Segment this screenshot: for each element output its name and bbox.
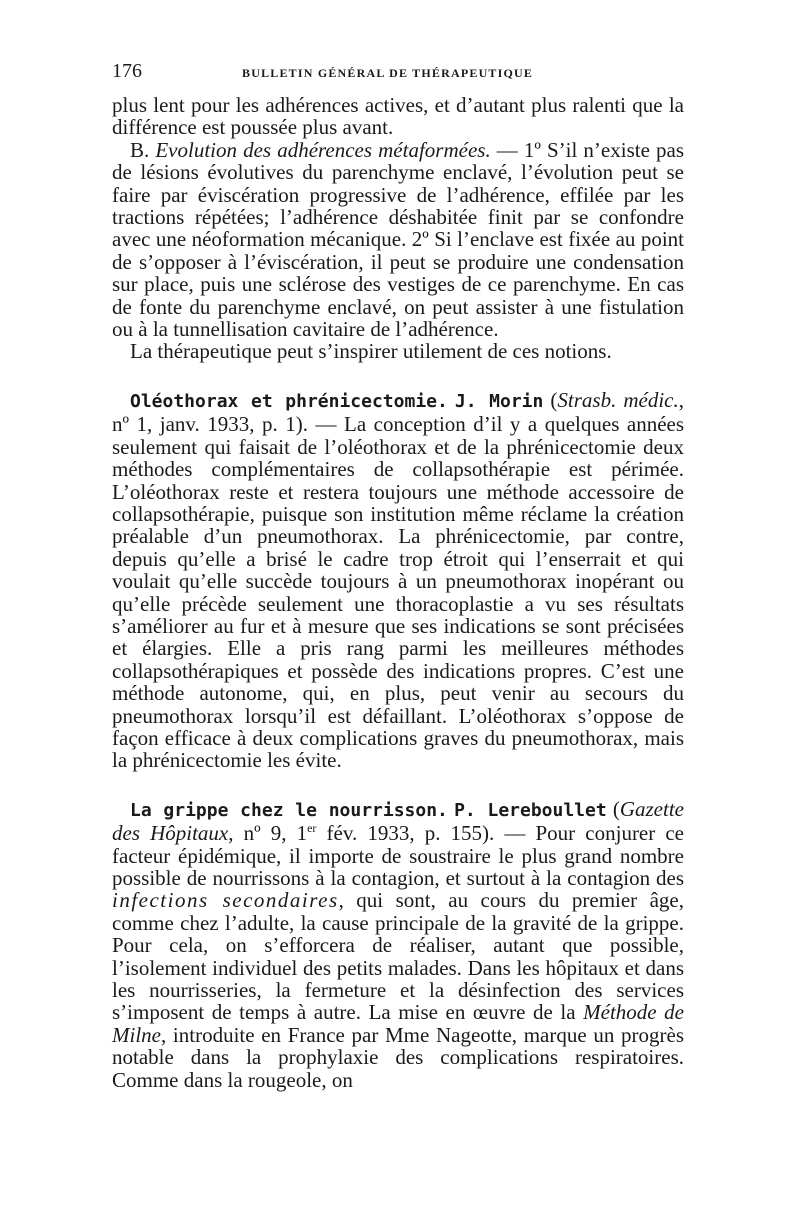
paragraph-text: — 1º S’il n’existe pas de lésions évolutives du parenchyme enclavé, l’évolution peut se faire par éviscération progressive de l’adhérence, effilée par les tractions répétées; l’adhérence déshabitée finit par se confondre avec une néoformation mécanique. 2º Si l’enclave est fixée au point de s’opposer à l’éviscération, il peut se produire une condensation sur place, puis une sclérose des vestiges de ce parenchyme. En cas de fonte du parenchyme enclavé, on peut assister à une fistulation ou à la tunnellisation cavitaire de l’adhérence.: [112, 137, 684, 342]
article-body-cont: , qui sont, au cours du premier âge, comme chez l’adulte, la cause principale de la gravité de la grippe. Pour cela, on s’efforcera de réaliser, autant que possible, l’isolement individuel des petits malades. Dans les hôpitaux et dans les nourrisseries, la fermeture et la désinfection des services s’imposent de temps à autre. La mise en œuvre de la: [112, 888, 684, 1025]
page-header: [112, 60, 684, 94]
section-letter: B.: [130, 137, 156, 162]
page: [112, 60, 684, 1091]
page-number: 176: [112, 60, 142, 82]
source-open: (: [543, 387, 558, 412]
article-title: La grippe chez le nourrisson.: [130, 799, 448, 821]
paragraph-text: La thérapeutique peut s’inspirer utilement de ces notions.: [130, 339, 612, 364]
article-author: P. Lereboullet: [454, 799, 607, 821]
article-oleothorax: [112, 389, 684, 772]
source-citation: , nº 9, 1: [228, 821, 308, 846]
article-body: — Pour conjurer ce facteur épidémique, il importe de soustraire le plus grand nombre possible de nourrissons à la contagion, et surtout à la contagion des: [112, 821, 684, 890]
superscript: er: [307, 821, 317, 836]
article-body: — La conception d’il y a quelques années seulement qui faisait de l’oléothorax et de la phrénicectomie deux méthodes complémentaires de collapsothérapie est périmée. L’oléothorax reste et restera toujours une méthode accessoire de collapsothérapie, puisque son institution même réclame la création préalable d’un pneumothorax. La phrénicectomie, par contre, depuis qu’elle a brisé le cadre trop étroit qui l’enserrait et qui voulait qu’elle succède toujours à un pneumothorax inopérant ou qu’elle précède seulement une thoracoplastie a vu ses résultats s’améliorer au fur et à mesure que ses indications se sont précisées et élargies. Elle a pris rang parmi les meilleures méthodes collapsothérapiques et possède des indications propres. C’est une méthode autonome, qui, en plus, peut venir au secours du pneumothorax lorsqu’il est défaillant. L’oléothorax s’oppose de façon efficace à deux complications graves du pneumothorax, mais la phrénicectomie les évite.: [112, 412, 685, 773]
article-grippe: [112, 798, 684, 1091]
paragraph-evolution: [112, 139, 684, 341]
source-citation: , nº 1, janv. 1933, p. 1).: [112, 387, 684, 437]
running-title: BULLETIN GÉNÉRAL DE THÉRAPEUTIQUE: [242, 66, 534, 80]
paragraph-text: plus lent pour les adhérences actives, et d’autant plus ralenti que la différence est poussée plus avant.: [112, 93, 684, 140]
paragraph-therapeutique: [112, 340, 684, 362]
article-author: J. Morin: [454, 390, 544, 412]
emphasis-methode: Méthode de Milne: [112, 1000, 684, 1047]
paragraph-continuation: [112, 94, 684, 139]
source-citation-end: fév. 1933, p. 155).: [316, 821, 495, 846]
article-title: Oléothorax et phrénicectomie.: [130, 390, 448, 412]
source-open: (: [606, 796, 620, 821]
article-body-end: , introduite en France par Mme Nageotte, marque un progrès notable dans la prophylaxie des complications respiratoires. Comme dans la rougeole, on: [112, 1022, 684, 1092]
section-heading: Evolution des adhérences métaformées.: [155, 137, 491, 162]
emphasis-infections: infections secondaires: [112, 888, 339, 913]
source-journal: Strasb. médic.: [557, 387, 679, 412]
source-journal: Gazette des Hôpitaux: [112, 796, 684, 846]
